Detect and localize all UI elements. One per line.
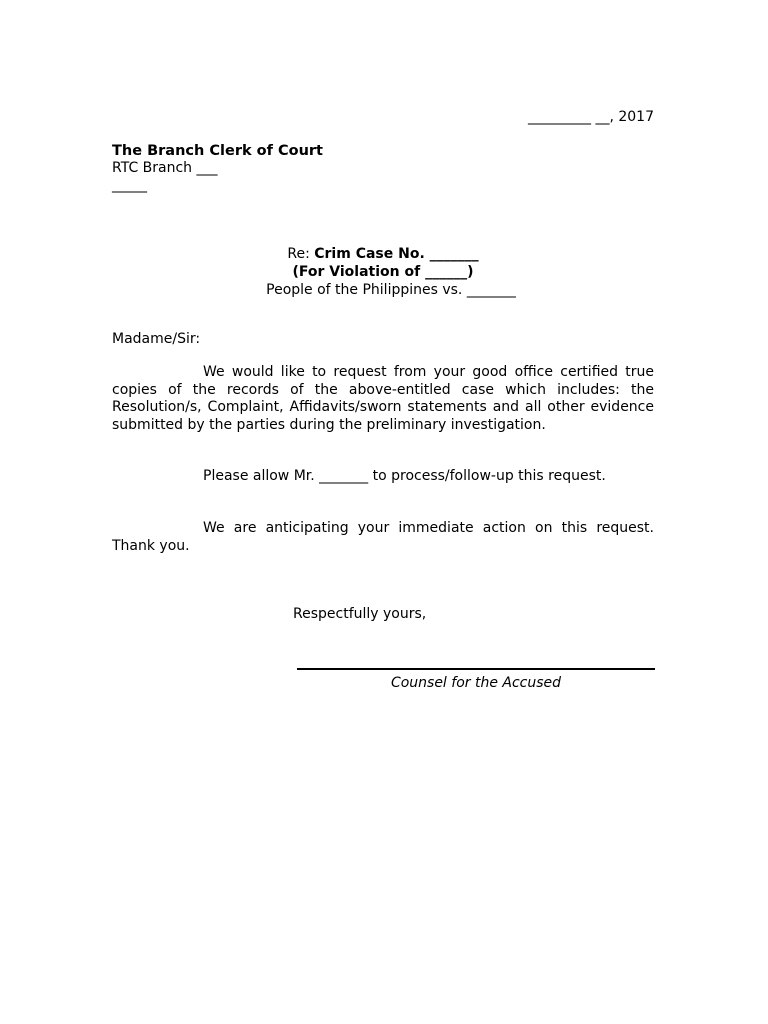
date-line: _________ __, 2017	[528, 109, 654, 125]
body-paragraph-1: We would like to request from your good office certified true copies of the records of the above-entitled case which includes: the Resolution/s, Complaint, Affidavits/sworn statements and all other evidence submitted by the parties during the preliminary investigation.	[112, 364, 654, 433]
violation-line: (For Violation of ______)	[292, 264, 474, 280]
signature-title: Counsel for the Accused	[390, 675, 562, 691]
signature-line	[297, 668, 655, 670]
addressee-branch: RTC Branch ___	[112, 160, 218, 176]
body-paragraph-2: Please allow Mr. _______ to process/follow-up this request.	[203, 468, 606, 484]
addressee-name: The Branch Clerk of Court	[112, 143, 323, 159]
salutation: Madame/Sir:	[112, 331, 201, 347]
re-prefix: Re:	[287, 246, 315, 262]
closing: Respectfully yours,	[293, 606, 427, 622]
parties-line: People of the Philippines vs. _______	[266, 282, 516, 298]
body-paragraph-3: We are anticipating your immediate action on this request. Thank you.	[112, 520, 654, 554]
addressee-extra: _____	[112, 177, 147, 193]
re-case-line	[112, 245, 654, 263]
crim-case-number: Crim Case No. _______	[314, 246, 479, 262]
